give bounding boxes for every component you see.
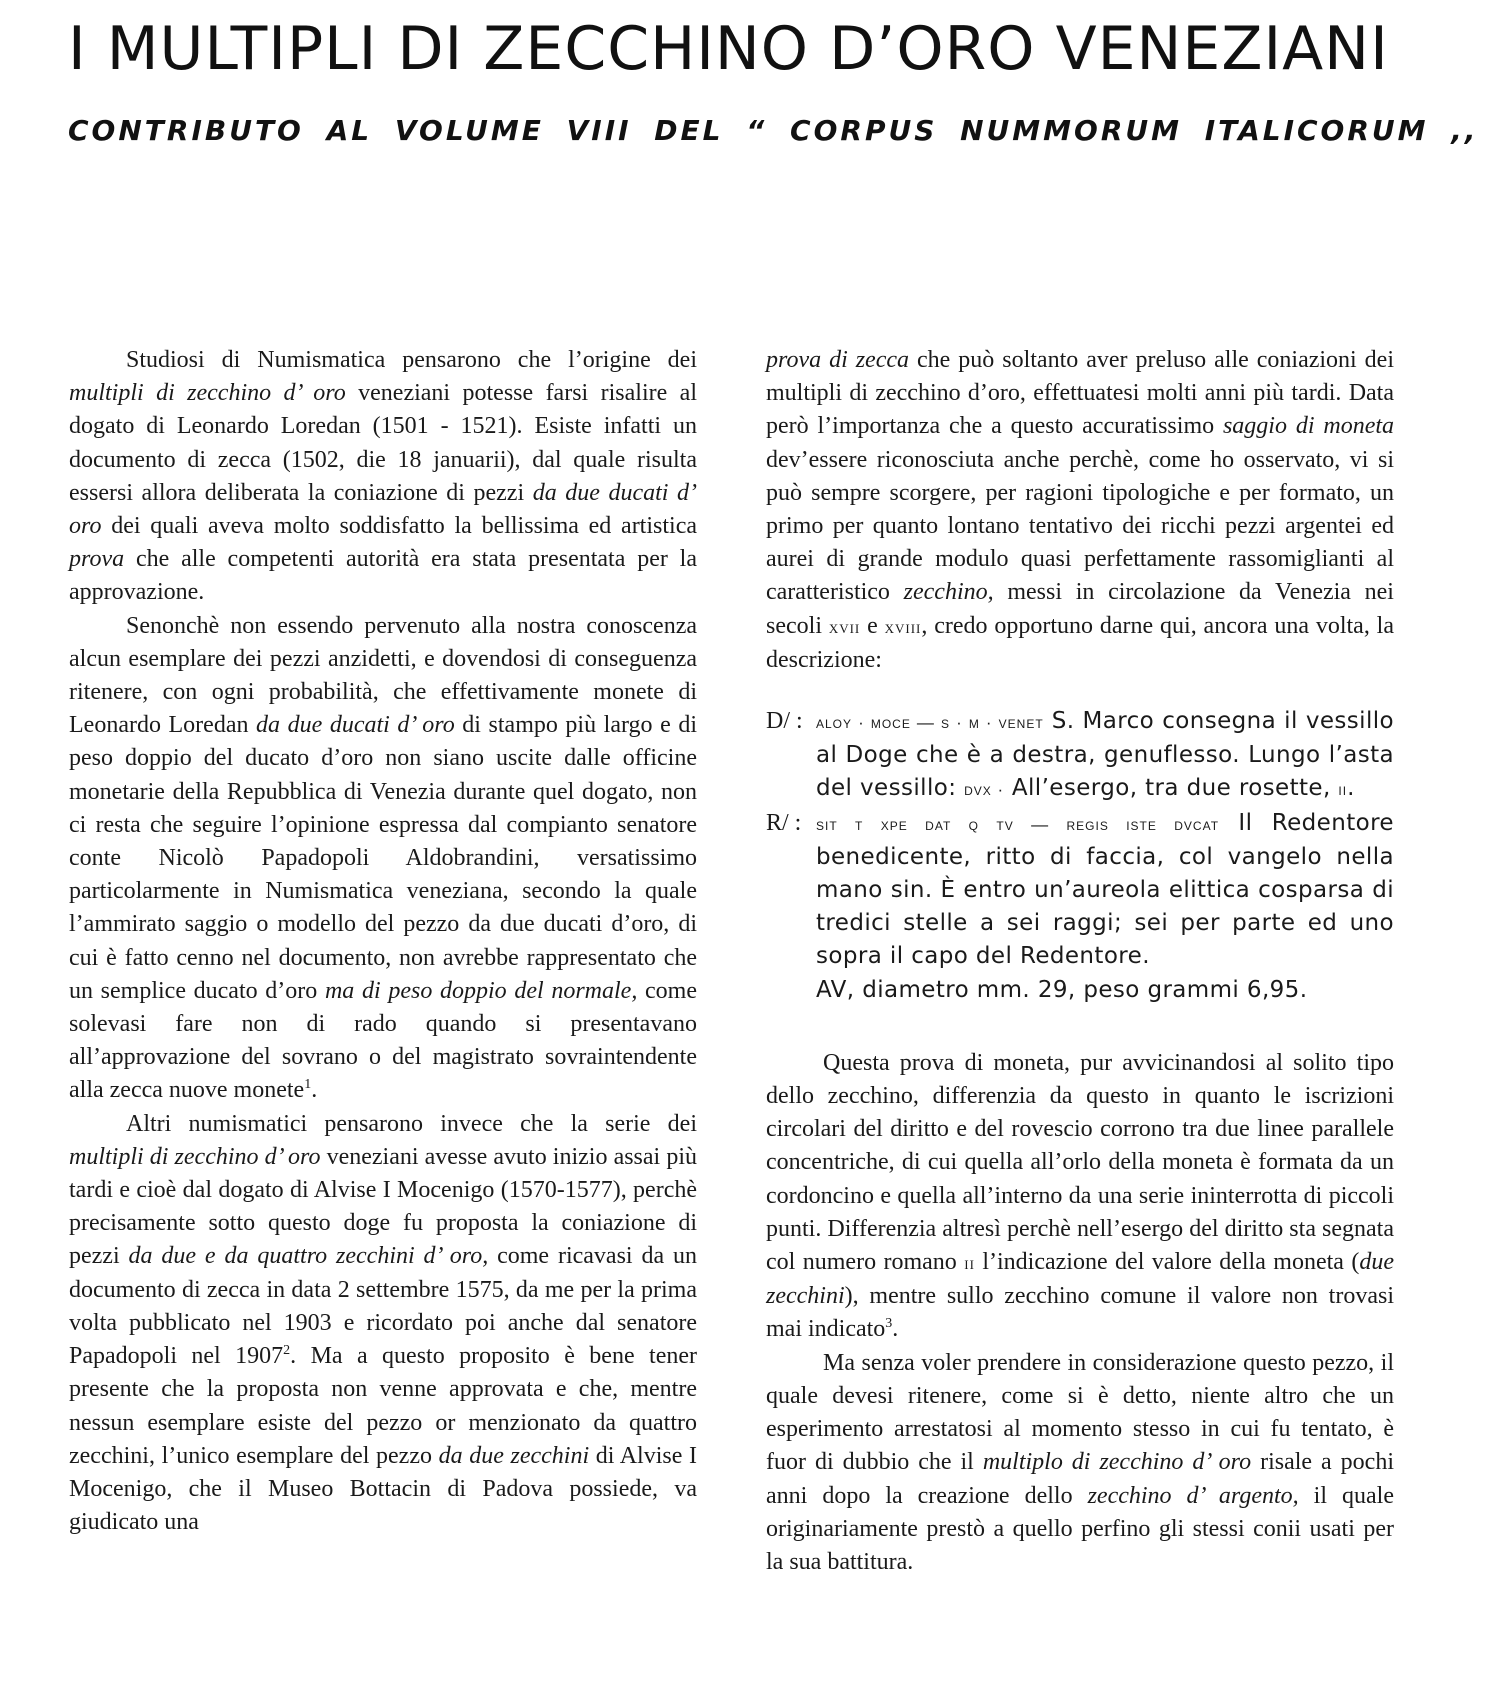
paragraph: Senonchè non essendo pervenuto alla nostra conoscenza alcun esemplare dei pezzi anzidetti, e dovendosi di conseguenza ritenere, con ogni probabilità, che effettivamente monete di Leonardo Loredan da due ducati d’ oro di stampo più largo e di peso doppio del ducato d’oro non siano uscite dalle officine monetarie della Repubblica di Venezia durante quel dogato, non ci resta che seguire l’opinione espressa dal compianto senatore conte Nicolò Papadopoli Aldobrandini, versatissimo particolarmente in Numismatica veneziana, secondo la quale l’ammirato saggio o modello del pezzo da due ducati d’oro, di cui è fatto cenno nel documento, non avrebbe rappresentato che un semplice ducato d’oro ma di peso doppio del normale, come solevasi fare non di rado quando si presentavano all’approvazione del sovrano o del magistrato sovraintendente alla zecca nuove monete$^1$.: [69, 612, 697, 1104]
coin-legend: sit t xpe dat q tv — regis iste dvcat: [816, 814, 1220, 834]
paragraph: Studiosi di Numismatica pensarono che l’origine dei multipli di zecchino d’ oro veneziani potesse farsi risalire al dogato di Leonardo Loredan (1501 - 1521). Esiste infatti un documento di zecca (1502, die 18 januarii), dal quale risulta essersi allora deliberata la coniazione di pezzi da due ducati d’ oro dei quali aveva molto soddisfatto la bellissima ed artistica prova che alle competenti autorità era stata presentata per la approvazione.: [69, 347, 697, 606]
coin-description-reverse: R/ : sit t xpe dat q tv — regis iste dvcat Il Redentore benedicente, ritto di faccia, col vangelo nella mano sin. È entro un’aureola elittica cosparsa di tredici stelle a sei raggi; sei per parte ed uno sopra il capo del Redentore. AV, diametro mm. 29, peso grammi 6,95.: [766, 807, 1394, 1007]
left-column: [69, 344, 697, 1539]
paragraph: Ma senza voler prendere in considerazione questo pezzo, il quale devesi ritenere, come si è detto, niente altro che un esperimento arrestatosi al momento stesso in cui fu tentato, è fuor di dubbio che il multiplo di zecchino d’ oro risale a pochi anni dopo la creazione dello zecchino d’ argento, il quale originariamente prestò a quello perfino gli stessi conii usati per la sua battitura.: [766, 1349, 1395, 1575]
paragraph: Altri numismatici pensarono invece che la serie dei multipli di zecchino d’ oro veneziani avesse avuto inizio assai più tardi e cioè dal dogato di Alvise I Mocenigo (1570-1577), perchè precisamente sotto questo doge fu proposta la coniazione di pezzi da due e da quattro zecchini d’ oro, come ricavasi da un documento di zecca in data 2 settembre 1575, da me per la prima volta pubblicato nel 1903 e ricordato poi anche dal senatore Papadopoli nel 1907$^2$. Ma a questo proposito è bene tener presente che la proposta non venne approvata e che, mentre nessun esemplare esiste del pezzo or menzionato da quattro zecchini, l’unico esemplare del pezzo da due zecchini di Alvise I Mocenigo, che il Museo Bottacin di Padova possiede, va giudicato una: [69, 1110, 698, 1536]
footnote-ref: 3: [885, 1316, 893, 1332]
page-title: I MULTIPLI DI ZECCHINO D’ORO VENEZIANI: [68, 14, 1389, 84]
coin-description-obverse: D/ : aloy · moce — s · m · venet S. Marco consegna il vessillo al Doge che è a destra, genuflesso. Lungo l’asta del vessillo: dvx · All’esergo, tra due rosette, ii.: [766, 705, 1394, 807]
paragraph: prova di zecca che può soltanto aver preluso alle coniazioni dei multipli di zecchino d’oro, effettuatesi molti anni più tardi. Data però l’importanza che a questo accuratissimo saggio di moneta dev’essere riconosciuta anche perchè, come ho osservato, vi si può sempre scorgere, per ragioni tipologiche e per formato, un primo per quanto lontano tentativo dei ricchi pezzi argentei ed aurei di grande modulo quasi perfettamente rassomiglianti al caratteristico zecchino, messi in circolazione da Venezia nei secoli xvii e xviii, credo opportuno darne qui, ancora una volta, la descrizione:: [766, 347, 1395, 673]
paragraph: Questa prova di moneta, pur avvicinandosi al solito tipo dello zecchino, differenzia da questo in quanto le iscrizioni circolari del diritto e del rovescio corrono tra due linee parallele concentriche, di cui quella all’orlo della moneta è formata da un cordoncino e quella all’interno da una serie ininterrotta di piccoli punti. Differenzia altresì perchè nell’esergo del diritto sta segnata col numero romano ii l’indicazione del valore della moneta (due zecchini), mentre sullo zecchino comune il valore non trovasi mai indicato$^3$.: [766, 1049, 1394, 1343]
obverse-symbol: D/ :: [766, 708, 803, 735]
footnote-ref: 1: [304, 1077, 312, 1093]
right-column: [766, 344, 1394, 1579]
footnote-ref: 2: [283, 1343, 291, 1359]
coin-legend: aloy · moce — s · m · venet: [816, 713, 1044, 733]
page-subtitle: CONTRIBUTO AL VOLUME VIII DEL “ CORPUS NUMMORUM ITALICORUM ,,: [68, 114, 1479, 147]
coin-metrics: AV, diametro mm. 29, peso grammi 6,95.: [816, 976, 1308, 1003]
reverse-symbol: R/ :: [766, 809, 802, 836]
